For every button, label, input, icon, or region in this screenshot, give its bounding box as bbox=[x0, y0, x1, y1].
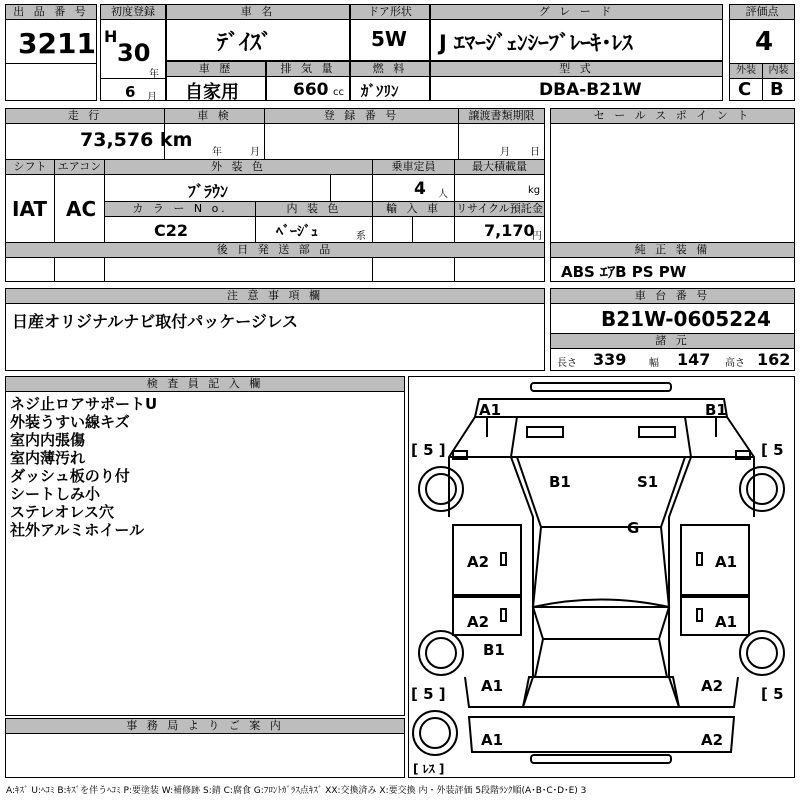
registration-month: 6 bbox=[125, 83, 136, 101]
mark-rear-bumper-right: A2 bbox=[701, 731, 724, 749]
registration-year: 30 bbox=[117, 39, 151, 67]
notes-text: 日産オリジナルナビ取付パッケージレス bbox=[12, 312, 299, 331]
mark-left-rear-fender: B1 bbox=[483, 641, 505, 659]
door-box bbox=[350, 4, 430, 61]
mark-left-front-door: A2 bbox=[467, 553, 490, 571]
score-label: 評価点 bbox=[730, 5, 794, 20]
mark-left-rear-quarter: A1 bbox=[481, 677, 504, 695]
first-registration-label: 初度登録 bbox=[101, 5, 165, 20]
notes-box bbox=[5, 288, 545, 371]
mileage-label: 走 行 bbox=[6, 109, 164, 124]
lot-number-box bbox=[5, 4, 97, 101]
car-diagram bbox=[408, 376, 795, 778]
mark-tire-front-left: [ 5 ] bbox=[411, 441, 446, 459]
interior-score: B bbox=[770, 79, 784, 100]
genuine-equipment: ABS ｴｱB PS PW bbox=[561, 263, 687, 281]
car-name: ﾃﾞｲｽﾞ bbox=[217, 31, 273, 56]
mark-roof-left: B1 bbox=[549, 473, 571, 491]
capacity: 4 bbox=[414, 179, 426, 199]
color-no-label: カ ラ ー N o. bbox=[105, 202, 255, 217]
height: 162 bbox=[757, 350, 791, 369]
shift-label: シフト bbox=[6, 160, 54, 175]
car-name-label: 車 名 bbox=[167, 5, 349, 20]
ext-color: ﾌﾞﾗｳﾝ bbox=[188, 182, 229, 201]
chassis-box: 車 台 番 号 B21W-0605224 諸 元 長さ 339 幅 147 高さ 162 bbox=[550, 288, 795, 371]
max-load-label: 最大積載量 bbox=[454, 160, 544, 175]
mark-left-rear-door: A2 bbox=[467, 613, 490, 631]
aircon: AC bbox=[66, 197, 97, 221]
color-no: C22 bbox=[154, 221, 189, 240]
inspector-notes-box bbox=[5, 376, 405, 716]
mark-tire-rear-left: [ 5 ] bbox=[411, 685, 446, 703]
ext-color-label: 外 装 色 bbox=[104, 160, 372, 175]
import-label: 輸 入 車 bbox=[372, 202, 454, 217]
lot-number: 3211 bbox=[18, 27, 96, 60]
fuel: ｶﾞｿﾘﾝ bbox=[361, 82, 399, 100]
sales-point-box bbox=[550, 108, 795, 282]
mark-tire-front-right: [ 5 bbox=[761, 441, 784, 459]
width: 147 bbox=[677, 350, 711, 369]
history-box bbox=[166, 61, 266, 101]
inspector-notes-list bbox=[10, 395, 157, 539]
mark-glass: G bbox=[627, 519, 640, 537]
int-color-label: 内 装 色 bbox=[255, 202, 372, 217]
mark-roof-right: S1 bbox=[637, 473, 659, 491]
legend: A:ｷｽﾞ U:ﾍｺﾐ B:ｷｽﾞを伴うﾍｺﾐ P:要塗装 W:補修跡 S:錆 C:腐食 G:ﾌﾛﾝﾄｶﾞﾗｽ点ｷｽﾞ XX:交換済み X:要交換 内・外装評価 5段階ﾗﾝｸ順(A･B･C･D･E) 3 bbox=[6, 786, 587, 796]
list-item: ステレオレス穴 bbox=[10, 503, 114, 521]
recycle-fee: 7,170 bbox=[484, 221, 535, 240]
grade-label: グ レ ー ド bbox=[431, 5, 722, 20]
chassis-label: 車 台 番 号 bbox=[551, 289, 794, 304]
model-code: DBA-B21W bbox=[539, 80, 642, 100]
specs-label: 諸 元 bbox=[551, 334, 794, 349]
list-item: 室内薄汚れ bbox=[10, 449, 86, 467]
first-registration-box: 初度登録 H 30 年 6 月 bbox=[100, 4, 166, 101]
mark-front-left: A1 bbox=[479, 401, 502, 419]
displacement-label: 排 気 量 bbox=[267, 62, 349, 77]
later-parts-label: 後 日 発 送 部 品 bbox=[6, 243, 544, 258]
list-item: 外装うすい線キズ bbox=[10, 413, 130, 431]
vehicle-info-table: 走 行 車 検 登 録 番 号 譲渡書類期限 73,576 km 年 月 月 日 シフト エアコン 外 装 色 乗車定員 最大積載量 IAT AC ﾌﾞﾗｳﾝ 4 人 kg カ ラ ー N o. 内 装 色 輸 入 車 リサイクル預託金 C22 ﾍﾞｰｼﾞｭ 系 7,170 円 後 日 発 送 部 品 bbox=[5, 108, 545, 282]
fuel-label: 燃 料 bbox=[351, 62, 429, 77]
car-diagram-svg bbox=[409, 377, 794, 777]
list-item: ネジ止ロアサポートU bbox=[10, 395, 158, 413]
office-box bbox=[5, 718, 405, 778]
mark-front-right: B1 bbox=[705, 401, 727, 419]
reg-no-label: 登 録 番 号 bbox=[264, 109, 458, 124]
model-label: 型 式 bbox=[431, 62, 722, 77]
history: 自家用 bbox=[185, 82, 239, 103]
deadline-label: 譲渡書類期限 bbox=[458, 109, 544, 124]
sales-point-label: セ ー ル ス ポ イ ン ト bbox=[551, 109, 794, 124]
era: H bbox=[104, 27, 118, 46]
length: 339 bbox=[593, 350, 627, 369]
fuel-box bbox=[350, 61, 430, 101]
car-name-box bbox=[166, 4, 350, 61]
office-label: 事 務 局 よ り ご 案 内 bbox=[6, 719, 404, 734]
capacity-label: 乗車定員 bbox=[372, 160, 454, 175]
exterior-score: C bbox=[738, 79, 752, 100]
recycle-label: リサイクル預託金 bbox=[454, 202, 544, 217]
interior-label: 内装 bbox=[762, 64, 794, 79]
overall-score: 4 bbox=[755, 27, 774, 57]
inspection-label: 車 検 bbox=[164, 109, 264, 124]
displacement-box: 排 気 量 660 cc bbox=[266, 61, 350, 101]
list-item: ダッシュ板のり付 bbox=[10, 467, 130, 485]
list-item: 室内内張傷 bbox=[10, 431, 86, 449]
int-color: ﾍﾞｰｼﾞｭ bbox=[276, 224, 318, 240]
list-item: シートしみ小 bbox=[10, 485, 101, 503]
lot-number-label: 出 品 番 号 bbox=[6, 5, 96, 20]
chassis-number: B21W-0605224 bbox=[601, 307, 771, 331]
door-label: ドア形状 bbox=[351, 5, 429, 20]
list-item: 社外アルミホイール bbox=[10, 521, 145, 539]
score-box bbox=[729, 4, 795, 101]
history-label: 車 歴 bbox=[167, 62, 265, 77]
aircon-label: エアコン bbox=[54, 160, 104, 175]
genuine-equip-label: 純 正 装 備 bbox=[551, 243, 794, 258]
mark-tire-rear-right: [ 5 bbox=[761, 685, 784, 703]
door-type: 5W bbox=[371, 27, 407, 51]
grade: J ｴﾏｰｼﾞｪﾝｼｰﾌﾞﾚｰｷ･ﾚｽ bbox=[439, 31, 633, 55]
mark-right-rear-door: A1 bbox=[715, 613, 738, 631]
exterior-label: 外装 bbox=[730, 64, 762, 79]
mark-rear-bumper-left: A1 bbox=[481, 731, 504, 749]
model-box bbox=[430, 61, 723, 101]
shift: IAT bbox=[12, 197, 48, 221]
grade-box bbox=[430, 4, 723, 61]
mark-right-rear-quarter: A2 bbox=[701, 677, 724, 695]
mark-spare: [ ﾚｽ ] bbox=[413, 762, 445, 776]
mileage: 73,576 km bbox=[80, 129, 193, 151]
displacement: 660 bbox=[293, 80, 329, 100]
mark-right-front-door: A1 bbox=[715, 553, 738, 571]
inspector-label: 検 査 員 記 入 欄 bbox=[6, 377, 404, 392]
notes-label: 注 意 事 項 欄 bbox=[6, 289, 544, 304]
